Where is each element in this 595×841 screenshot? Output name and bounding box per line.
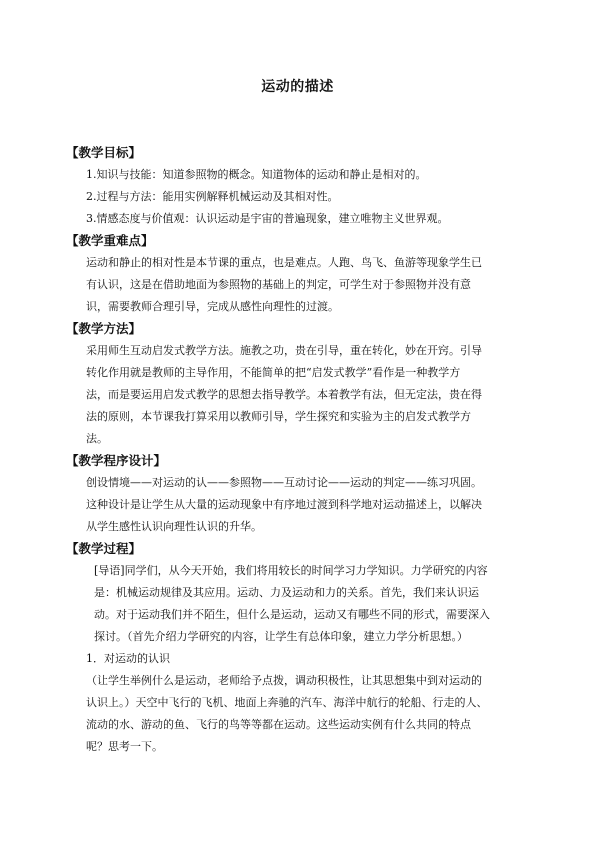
paragraph-line: 法的原则，本节课我打算采用以教师引导，学生探究和实验为主的启发式教学方	[86, 410, 471, 423]
section-heading-process: 【教学过程】	[66, 541, 142, 556]
paragraph-line: 动。对于运动我们并不陌生，但什么是运动，运动又有哪些不同的形式，需要深入	[94, 608, 490, 621]
paragraph-line: 采用师生互动启发式教学方法。施教之功，贵在引导，重在转化，妙在开窍。引导	[86, 344, 482, 357]
paragraph-line: 运动和静止的相对性是本节课的重点，也是难点。人跑、鸟飞、鱼游等现象学生已	[86, 256, 482, 269]
paragraph-line: 转化作用就是教师的主导作用，不能简单的把“启发式教学”看作是一种教学方	[86, 366, 461, 379]
goals-list	[66, 164, 536, 230]
key-points-paragraph	[66, 252, 536, 318]
paragraph-line: 识，需要教师合理引导，完成从感性向理性的过渡。	[86, 300, 339, 313]
process-subheading	[66, 648, 536, 670]
paragraph-line: 法，而是要运用启发式教学的思想去指导教学。本着教学有法，但无定法，贵在得	[86, 388, 482, 401]
paragraph-line: 认识上。）天空中飞行的飞机、地面上奔驰的汽车、海洋中航行的轮船、行走的人、	[86, 696, 488, 709]
subheading-text: 1．对运动的认识	[86, 652, 170, 665]
page-title: 运动的描述	[261, 79, 334, 95]
paragraph-line: 创设情境——对运动的认——参照物——互动讨论——运动的判定——练习巩固。	[86, 476, 482, 489]
paragraph-line: （让学生举例什么是运动，老师给予点拨，调动积极性，让其思想集中到对运动的	[86, 674, 482, 687]
paragraph-line: [导语]同学们，从今天开始，我们将用较长的时间学习力学知识。力学研究的内容	[94, 564, 488, 577]
goal-item: 3.情感态度与价值观：认识运动是宇宙的普遍现象，建立唯物主义世界观。	[86, 212, 449, 225]
process-detail-paragraph	[66, 670, 536, 758]
paragraph-line: 探讨。（首先介绍力学研究的内容，让学生有总体印象，建立力学分析思想。）	[94, 630, 468, 643]
section-heading-design: 【教学程序设计】	[66, 453, 167, 468]
paragraph-line: 呢？思考一下。	[86, 740, 163, 753]
goal-item: 2.过程与方法：能用实例解释机械运动及其相对性。	[86, 190, 339, 203]
design-paragraph	[66, 472, 536, 538]
methods-paragraph	[66, 340, 536, 450]
section-heading-goals: 【教学目标】	[66, 145, 142, 160]
goal-item: 1.知识与技能：知道参照物的概念。知道物体的运动和静止是相对的。	[86, 168, 427, 181]
paragraph-line: 法。	[86, 432, 108, 445]
paragraph-line: 有认识，这是在借助地面为参照物的基础上的判定，可学生对于参照物并没有意	[86, 278, 471, 291]
paragraph-line: 从学生感性认识向理性认识的升华。	[86, 520, 262, 533]
paragraph-line: 是：机械运动规律及其应用。运动、力及运动和力的关系。首先，我们来认识运	[94, 586, 479, 599]
paragraph-line: 流动的水、游动的鱼、飞行的鸟等等都在运动。这些运动实例有什么共同的特点	[86, 718, 471, 731]
section-heading-key-points: 【教学重难点】	[66, 233, 154, 248]
process-intro-paragraph	[66, 560, 536, 648]
paragraph-line: 这种设计是让学生从大量的运动现象中有序地过渡到科学地对运动描述上，以解决	[86, 498, 482, 511]
section-heading-methods: 【教学方法】	[66, 321, 142, 336]
document-body	[66, 142, 536, 758]
